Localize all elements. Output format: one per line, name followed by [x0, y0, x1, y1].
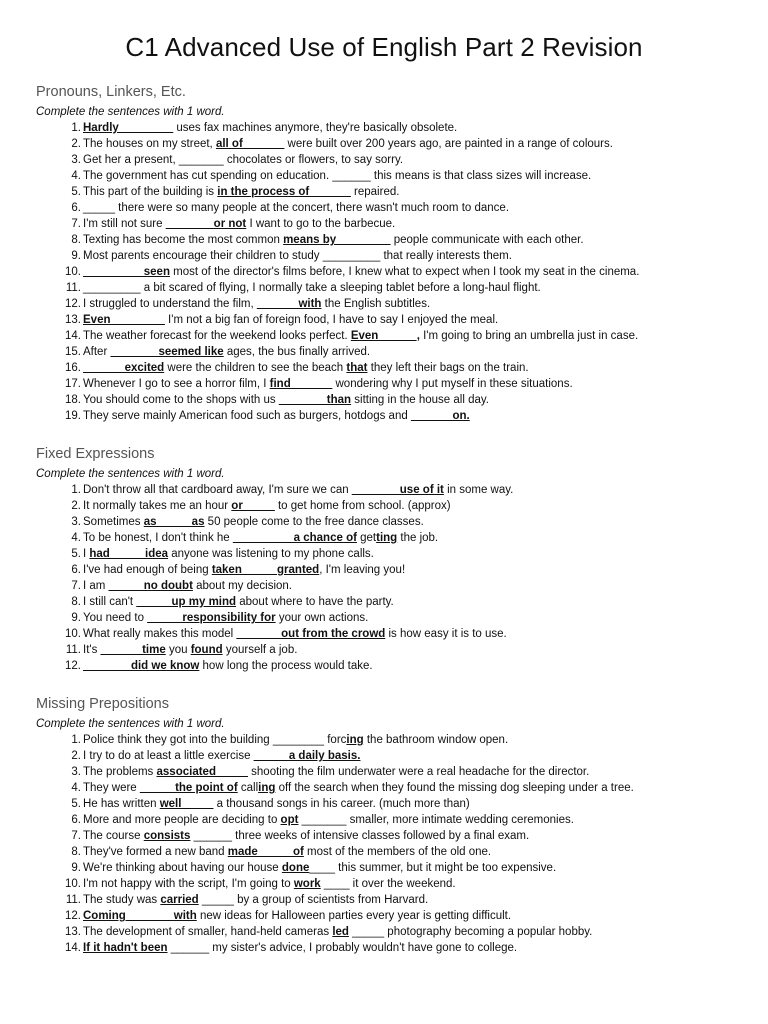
sentence-text: were the children to see the beach [164, 362, 347, 374]
item-number: 13. [65, 314, 81, 326]
exercise-item [36, 344, 736, 360]
item-number: 12. [65, 910, 81, 922]
item-number: 9. [71, 862, 81, 874]
sentence-text: the job. [397, 532, 439, 544]
exercise-item [36, 296, 736, 312]
item-number: 5. [71, 798, 81, 810]
item-number: 13. [65, 926, 81, 938]
item-sentence [83, 780, 736, 796]
item-sentence [83, 248, 736, 264]
exercise-item [36, 498, 736, 514]
sentence-text: I've had enough of being [83, 564, 212, 576]
item-sentence [83, 828, 736, 844]
item-number: 7. [71, 830, 81, 842]
exercise-item [36, 610, 736, 626]
exercise-item [36, 264, 736, 280]
answer-phrase: _____ up my mind [136, 596, 237, 608]
answer-phrase: _____ a daily basis. [253, 750, 361, 762]
answer-phrase: _____ the point of [139, 782, 238, 794]
sentence-text: 50 people come to the free dance classes. [204, 516, 424, 528]
item-sentence [83, 924, 736, 940]
answer-phrase: _______ or not [165, 218, 247, 230]
sentence-text: He has written [83, 798, 160, 810]
sentence-text: a thousand songs in his career. (much more than) [213, 798, 470, 810]
answer-phrase: carried [160, 894, 199, 906]
item-sentence [83, 892, 736, 908]
exercise-item [36, 578, 736, 594]
item-sentence [83, 732, 736, 748]
answer-phrase: _____ no doubt [108, 580, 193, 592]
exercise-item [36, 312, 736, 328]
answer-phrase: done [281, 862, 310, 874]
exercise-item [36, 562, 736, 578]
sentence-text: They serve mainly American food such as burgers, hotdogs and [83, 410, 411, 422]
sentence-text: The development of smaller, hand-held cameras [83, 926, 333, 938]
item-sentence [83, 642, 736, 658]
exercise-item [36, 876, 736, 892]
answer-phrase: _______ seemed like [110, 346, 224, 358]
sentence-text: ______ my sister's advice, I probably wouldn't have gone to college. [167, 942, 518, 954]
item-sentence [83, 578, 736, 594]
sentence-text: What really makes this model [83, 628, 237, 640]
section-heading: Pronouns, Linkers, Etc. [36, 84, 186, 100]
item-number: 3. [71, 766, 81, 778]
sentence-text: Whenever I go to see a horror film, I [83, 378, 270, 390]
sentence-text: is how easy it is to use. [385, 628, 507, 640]
sentence-text: The houses on my street, [83, 138, 216, 150]
exercise-list [36, 732, 736, 956]
item-sentence [83, 812, 736, 828]
item-sentence [83, 514, 736, 530]
sentence-text: you [165, 644, 191, 656]
exercise-item [36, 482, 736, 498]
answer-phrase: If it hadn't been [83, 942, 168, 954]
item-sentence [83, 328, 736, 344]
item-number: 10. [65, 878, 81, 890]
answer-phrase: _______ use of it [351, 484, 444, 496]
answer-phrase: Hardly ________ [83, 122, 174, 134]
item-number: 8. [71, 596, 81, 608]
item-sentence [83, 184, 736, 200]
sentence-text: You need to [83, 612, 148, 624]
item-sentence [83, 392, 736, 408]
item-sentence [83, 376, 736, 392]
exercise-item [36, 924, 736, 940]
item-sentence [83, 120, 736, 136]
item-number: 3. [71, 154, 81, 166]
sentence-text: Sometimes [83, 516, 144, 528]
section-heading: Missing Prepositions [36, 696, 169, 712]
answer-phrase: well_____ [159, 798, 214, 810]
sentence-text: ages, the bus finally arrived. [223, 346, 371, 358]
item-number: 9. [71, 250, 81, 262]
sentence-text: how long the process would take. [199, 660, 373, 672]
sentence-text: people communicate with each other. [390, 234, 584, 246]
sentence-text: _____ there were so many people at the concert, there wasn't much room to dance. [83, 202, 510, 214]
item-sentence [83, 530, 736, 546]
sentence-text: call [237, 782, 259, 794]
item-number: 2. [71, 138, 81, 150]
exercise-item [36, 184, 736, 200]
exercise-item [36, 152, 736, 168]
item-number: 10. [65, 628, 81, 640]
exercise-item [36, 844, 736, 860]
answer-phrase: found [190, 644, 223, 656]
section-instruction: Complete the sentences with 1 word. [36, 468, 225, 480]
sentence-text: repaired. [350, 186, 400, 198]
answer-phrase: _________ a chance of [232, 532, 357, 544]
sentence-text: in some way. [443, 484, 514, 496]
sentence-text: We're thinking about having our house [83, 862, 282, 874]
item-number: 2. [71, 500, 81, 512]
exercise-item [36, 136, 736, 152]
item-number: 2. [71, 750, 81, 762]
sentence-text: After [83, 346, 111, 358]
sentence-text: they left their bags on the train. [367, 362, 529, 374]
answer-phrase: _______out from the crowd [236, 628, 386, 640]
exercise-item [36, 908, 736, 924]
item-sentence [83, 546, 736, 562]
item-number: 15. [65, 346, 81, 358]
item-number: 8. [71, 846, 81, 858]
exercise-item [36, 642, 736, 658]
item-sentence [83, 562, 736, 578]
exercise-item [36, 200, 736, 216]
answer-phrase: ______ time [100, 644, 166, 656]
item-sentence [83, 764, 736, 780]
answer-phrase: or_____ [231, 500, 275, 512]
item-sentence [83, 482, 736, 498]
answer-phrase: all of ______ [215, 138, 285, 150]
exercise-item [36, 828, 736, 844]
exercise-item [36, 860, 736, 876]
sentence-text: new ideas for Halloween parties every year is getting difficult. [196, 910, 512, 922]
sentence-text: I'm still not sure [83, 218, 166, 230]
item-sentence [83, 344, 736, 360]
exercise-list [36, 120, 736, 424]
sentence-text: I'm not a big fan of foreign food, I have to say I enjoyed the meal. [164, 314, 499, 326]
section-pronouns-linkers [36, 84, 736, 424]
sentence-text: to get home from school. (approx) [274, 500, 451, 512]
item-number: 4. [71, 782, 81, 794]
item-number: 5. [71, 186, 81, 198]
item-number: 14. [65, 942, 81, 954]
item-number: 4. [71, 532, 81, 544]
item-number: 6. [71, 814, 81, 826]
item-number: 19. [65, 410, 81, 422]
item-number: 9. [71, 612, 81, 624]
item-sentence [83, 876, 736, 892]
item-number: 5. [71, 548, 81, 560]
sentence-text: Don't throw all that cardboard away, I'm sure we can [83, 484, 352, 496]
item-sentence [83, 200, 736, 216]
item-sentence [83, 280, 736, 296]
sentence-text: the English subtitles. [321, 298, 431, 310]
item-number: 12. [65, 660, 81, 672]
answer-phrase: _________ seen [83, 266, 170, 278]
item-sentence [83, 136, 736, 152]
sentence-text: off the search when they found the missing dog sleeping under a tree. [275, 782, 634, 794]
sentence-text: You should come to the shops with us [83, 394, 279, 406]
exercise-item [36, 658, 736, 674]
answer-phrase: made _____of [227, 846, 304, 858]
sentence-text: The study was [83, 894, 161, 906]
sentence-text: sitting in the house all day. [351, 394, 489, 406]
section-missing-prepositions [36, 696, 736, 956]
section-instruction: Complete the sentences with 1 word. [36, 106, 225, 118]
sentence-text: I am [83, 580, 109, 592]
exercise-item [36, 796, 736, 812]
item-sentence [83, 796, 736, 812]
exercise-item [36, 780, 736, 796]
sentence-text: _______ smaller, more intimate wedding ceremonies. [298, 814, 574, 826]
item-number: 12. [65, 298, 81, 310]
item-number: 16. [65, 362, 81, 374]
sentence-text: I want to go to the barbecue. [246, 218, 396, 230]
answer-phrase: ______ excited [83, 362, 165, 374]
exercise-item [36, 892, 736, 908]
answer-phrase: ting [376, 532, 398, 544]
item-sentence [83, 296, 736, 312]
item-number: 3. [71, 516, 81, 528]
item-sentence [83, 498, 736, 514]
answer-phrase: ______ with [256, 298, 322, 310]
item-sentence [83, 216, 736, 232]
exercise-item [36, 626, 736, 642]
sentence-text: _____ by a group of scientists from Harvard. [198, 894, 429, 906]
sentence-text: ____ it over the weekend. [320, 878, 456, 890]
sentence-text: most of the director's films before, I knew what to expect when I took my seat in the cinema. [169, 266, 640, 278]
sentence-text: This part of the building is [83, 186, 218, 198]
sentence-text: ____ this summer, but it might be too expensive. [309, 862, 557, 874]
exercise-item [36, 120, 736, 136]
sentence-text: your own actions. [275, 612, 369, 624]
exercise-item [36, 408, 736, 424]
sentence-text: The problems [83, 766, 157, 778]
sentence-text: Most parents encourage their children to study _________ that really interests them. [83, 250, 512, 262]
answer-phrase: _______ did we know [83, 660, 200, 672]
sentence-text: most of the members of the old one. [303, 846, 492, 858]
answer-phrase: associated_____ [156, 766, 248, 778]
item-number: 1. [71, 734, 81, 746]
item-sentence [83, 312, 736, 328]
answer-phrase: ______ on. [410, 410, 470, 422]
answer-phrase: ing [346, 734, 364, 746]
item-number: 7. [71, 580, 81, 592]
item-number: 17. [65, 378, 81, 390]
section-heading: Fixed Expressions [36, 446, 155, 462]
sentence-text: shooting the film underwater were a real headache for the director. [247, 766, 590, 778]
item-number: 1. [71, 484, 81, 496]
sentence-text: get [356, 532, 377, 544]
exercise-list [36, 482, 736, 674]
sentence-text: I struggled to understand the film, [83, 298, 257, 310]
exercise-item [36, 280, 736, 296]
answer-phrase: ing [258, 782, 276, 794]
sentence-text: I still can't [83, 596, 137, 608]
answer-phrase: led [332, 926, 349, 938]
sentence-text: anyone was listening to my phone calls. [168, 548, 374, 560]
answer-phrase: Even ________ [83, 314, 165, 326]
item-number: 11. [65, 644, 81, 656]
answer-phrase: Coming _______with [83, 910, 197, 922]
answer-phrase: in the process of ______ [217, 186, 351, 198]
exercise-item [36, 940, 736, 956]
item-number: 1. [71, 122, 81, 134]
section-fixed-expressions [36, 446, 736, 674]
exercise-item [36, 514, 736, 530]
sentence-text: They've formed a new band [83, 846, 228, 858]
sentence-text: Texting has become the most common [83, 234, 284, 246]
item-sentence [83, 844, 736, 860]
exercise-item [36, 168, 736, 184]
sentence-text: wondering why I put myself in these situations. [332, 378, 573, 390]
item-sentence [83, 594, 736, 610]
exercise-item [36, 748, 736, 764]
sentence-text: Get her a present, _______ chocolates or flowers, to say sorry. [83, 154, 404, 166]
sentence-text: More and more people are deciding to [83, 814, 281, 826]
answer-phrase: means by ________ [283, 234, 391, 246]
sentence-text: The government has cut spending on education. ______ this means is that class sizes will increase. [83, 170, 592, 182]
item-number: 18. [65, 394, 81, 406]
item-sentence [83, 408, 736, 424]
sentence-text: The weather forecast for the weekend looks perfect. [83, 330, 351, 342]
item-number: 11. [65, 282, 81, 294]
sentence-text: , I'm leaving you! [319, 564, 406, 576]
answer-phrase: _______ than [278, 394, 352, 406]
answer-phrase: consists [143, 830, 191, 842]
section-instruction: Complete the sentences with 1 word. [36, 718, 225, 730]
sentence-text: The course [83, 830, 144, 842]
exercise-item [36, 392, 736, 408]
sentence-text: It's [83, 644, 101, 656]
item-number: 6. [71, 202, 81, 214]
sentence-text: yourself a job. [222, 644, 298, 656]
sentence-text: were built over 200 years ago, are painted in a range of colours. [284, 138, 613, 150]
item-sentence [83, 232, 736, 248]
item-number: 4. [71, 170, 81, 182]
exercise-item [36, 732, 736, 748]
sentence-text: about my decision. [192, 580, 293, 592]
sentence-text: To be honest, I don't think he [83, 532, 233, 544]
item-sentence [83, 940, 736, 956]
item-sentence [83, 152, 736, 168]
sentence-text: _____ photography becoming a popular hobby. [348, 926, 593, 938]
item-sentence [83, 860, 736, 876]
exercise-item [36, 594, 736, 610]
answer-phrase: that [346, 362, 368, 374]
sentence-text: ______ three weeks of intensive classes followed by a final exam. [190, 830, 530, 842]
answer-phrase: had_____ idea [89, 548, 169, 560]
answer-phrase: as_____ as [143, 516, 205, 528]
item-sentence [83, 264, 736, 280]
item-sentence [83, 610, 736, 626]
item-sentence [83, 168, 736, 184]
item-number: 7. [71, 218, 81, 230]
answer-phrase: opt [280, 814, 299, 826]
sentence-text: They were [83, 782, 140, 794]
answer-phrase: _____ responsibility for [147, 612, 276, 624]
item-sentence [83, 908, 736, 924]
answer-phrase: find ______ [269, 378, 333, 390]
exercise-item [36, 232, 736, 248]
exercise-item [36, 360, 736, 376]
sentence-text: I'm going to bring an umbrella just in case. [419, 330, 639, 342]
sentence-text: _________ a bit scared of flying, I normally take a sleeping tablet before a long-haul flight. [83, 282, 541, 294]
sentence-text: I'm not happy with the script, I'm going to [83, 878, 294, 890]
sentence-text: I [83, 548, 90, 560]
sentence-text: uses fax machines anymore, they're basically obsolete. [173, 122, 458, 134]
exercise-item [36, 216, 736, 232]
item-number: 11. [65, 894, 81, 906]
item-number: 6. [71, 564, 81, 576]
item-sentence [83, 626, 736, 642]
exercise-item [36, 328, 736, 344]
exercise-item [36, 248, 736, 264]
item-sentence [83, 360, 736, 376]
answer-phrase: taken_____ granted [211, 564, 320, 576]
answer-phrase: work [293, 878, 321, 890]
sentence-text: the bathroom window open. [363, 734, 509, 746]
exercise-item [36, 546, 736, 562]
item-sentence [83, 658, 736, 674]
sentence-text: Police think they got into the building ________ forc [83, 734, 347, 746]
sentence-text: about where to have the party. [236, 596, 394, 608]
item-number: 8. [71, 234, 81, 246]
item-number: 10. [65, 266, 81, 278]
page-title: C1 Advanced Use of English Part 2 Revision [125, 32, 643, 62]
exercise-item [36, 530, 736, 546]
sentence-text: I try to do at least a little exercise [83, 750, 254, 762]
exercise-item [36, 764, 736, 780]
sentence-text: It normally takes me an hour [83, 500, 232, 512]
exercise-item [36, 376, 736, 392]
answer-phrase: Even______, [350, 330, 420, 342]
item-sentence [83, 748, 736, 764]
item-number: 14. [65, 330, 81, 342]
exercise-item [36, 812, 736, 828]
